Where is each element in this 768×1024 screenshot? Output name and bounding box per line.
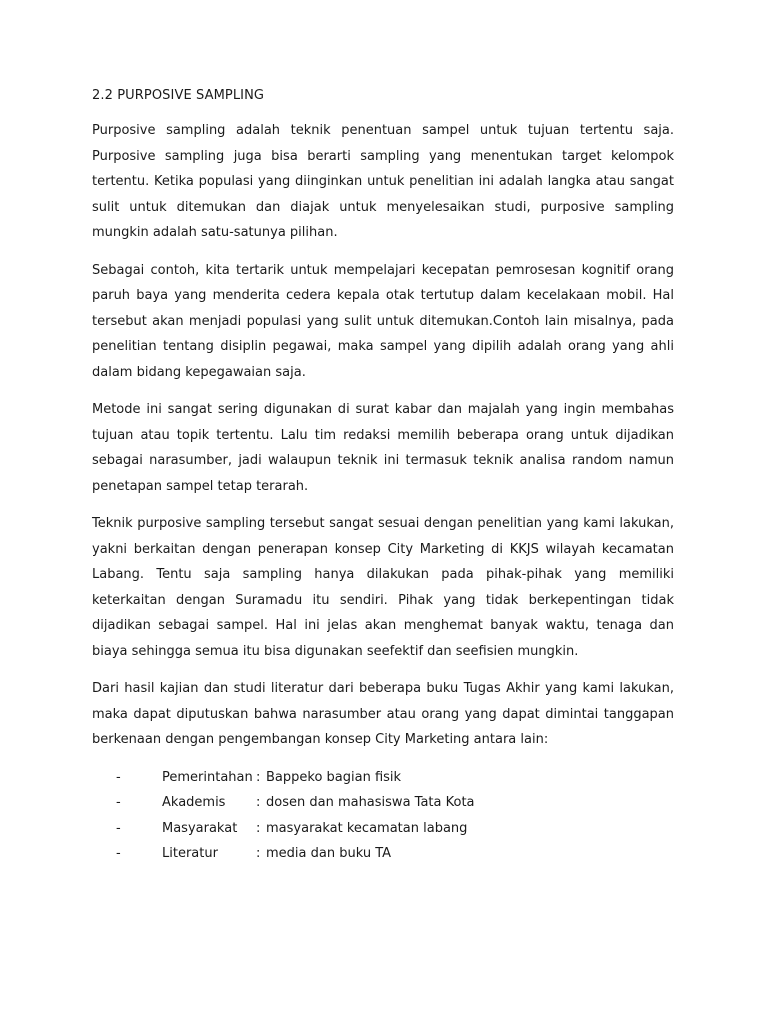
list-item	[92, 765, 674, 791]
document-page	[92, 86, 674, 867]
list-item	[92, 841, 674, 867]
list-separator: :	[256, 820, 261, 836]
list-bullet: -	[116, 795, 121, 810]
section-heading: 2.2 PURPOSIVE SAMPLING	[92, 88, 265, 103]
list-value: media dan buku TA	[266, 846, 392, 861]
list-term: Pemerintahan	[162, 769, 253, 785]
paragraph-definition: Purposive sampling adalah teknik penentuan sampel untuk tujuan tertentu saja. Purposive sampling juga bisa berarti sampling yang menentukan target kelompok tertentu. Ketika populasi yang diinginkan untuk penelitian ini adalah langka atau sangat sulit untuk ditemukan dan diajak untuk menyelesaikan studi, purposive sampling mungkin adalah satu-satunya pilihan.	[92, 123, 674, 240]
list-value: masyarakat kecamatan labang	[266, 820, 468, 836]
paragraph-research-fit: Teknik purposive sampling tersebut sangat sesuai dengan penelitian yang kami lakukan, yakni berkaitan dengan penerapan konsep City Marketing di KKJS wilayah kecamatan Labang. Tentu saja sampling hanya dilakukan pada pihak-pihak yang memiliki keterkaitan dengan Suramadu itu sendiri. Pihak yang tidak berkepentingan tidak dijadikan sebagai sampel. Hal ini jelas akan menghemat banyak waktu, tenaga dan biaya sehingga semua itu bisa digunakan seefektif dan seefisien mungkin.	[92, 516, 674, 659]
list-value: dosen dan mahasiswa Tata Kota	[266, 795, 475, 810]
list-item	[92, 790, 674, 816]
list-value: Bappeko bagian fisik	[266, 769, 402, 785]
list-bullet: -	[116, 769, 121, 785]
list-separator: :	[256, 846, 261, 861]
list-separator: :	[256, 769, 261, 785]
list-item	[92, 816, 674, 842]
list-separator: :	[256, 795, 261, 810]
respondent-list	[92, 765, 674, 867]
list-bullet: -	[116, 846, 121, 861]
list-bullet: -	[116, 820, 121, 836]
list-term: Masyarakat	[162, 820, 238, 836]
paragraph-respondents-intro: Dari hasil kajian dan studi literatur dari beberapa buku Tugas Akhir yang kami lakukan, maka dapat diputuskan bahwa narasumber atau orang yang dapat dimintai tanggapan berkenaan dengan pengembangan konsep City Marketing antara lain:	[92, 681, 674, 747]
paragraph-method-usage: Metode ini sangat sering digunakan di surat kabar dan majalah yang ingin membahas tujuan atau topik tertentu. Lalu tim redaksi memilih beberapa orang untuk dijadikan sebagai narasumber, jadi walaupun teknik ini termasuk teknik analisa random namun penetapan sampel tetap terarah.	[92, 402, 674, 494]
list-term: Literatur	[162, 846, 218, 861]
paragraph-example: Sebagai contoh, kita tertarik untuk mempelajari kecepatan pemrosesan kognitif orang paruh baya yang menderita cedera kepala otak tertutup dalam kecelakaan mobil. Hal tersebut akan menjadi populasi yang sulit untuk ditemukan.Contoh lain misalnya, pada penelitian tentang disiplin pegawai, maka sampel yang dipilih adalah orang yang ahli dalam bidang kepegawaian saja.	[92, 262, 674, 380]
list-term: Akademis	[162, 795, 226, 810]
